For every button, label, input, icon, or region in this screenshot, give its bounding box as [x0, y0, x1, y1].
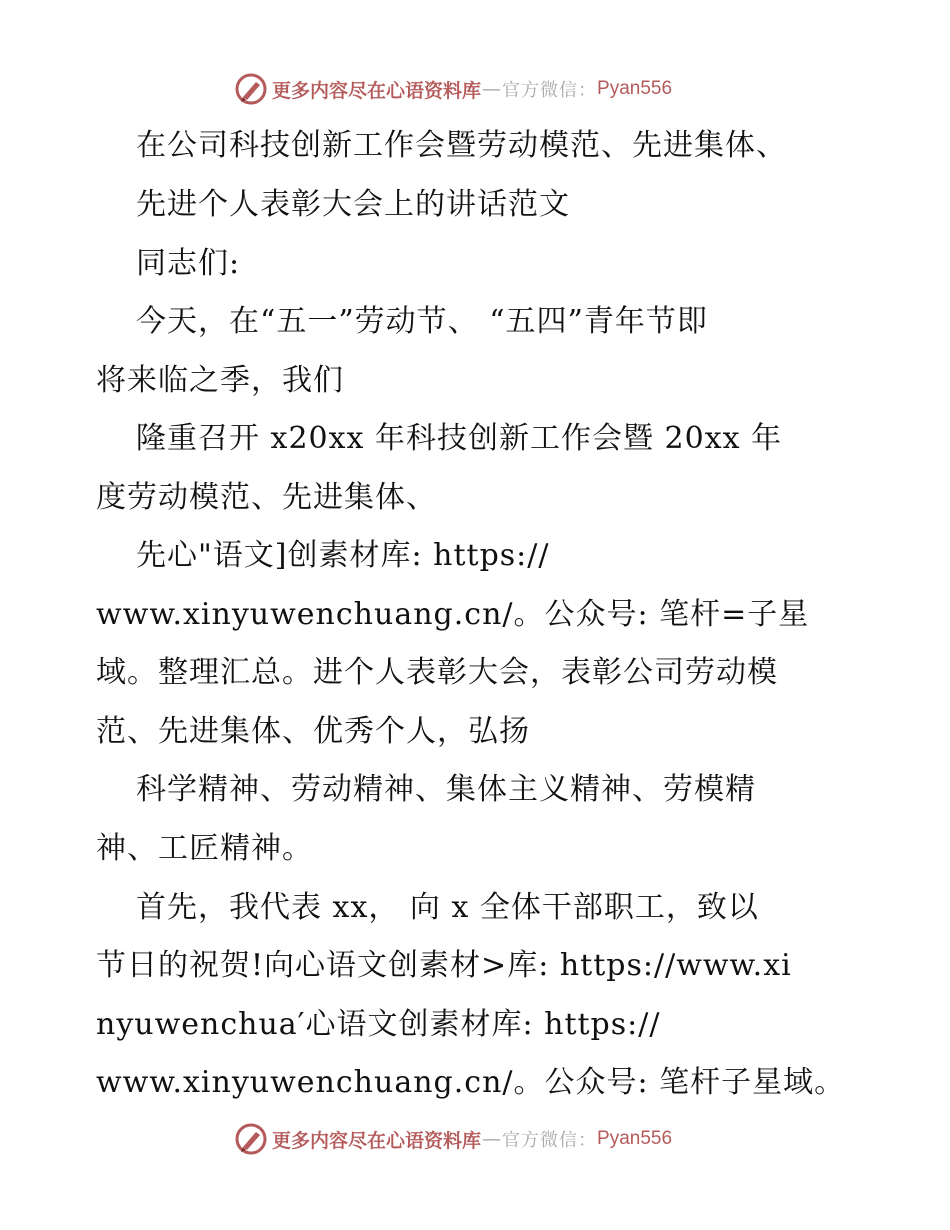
- watermark-official-label: 官方微信：: [502, 1130, 598, 1151]
- watermark-main-text: 更多内容尽在心语资料库: [272, 79, 482, 102]
- text-line: 范、先进集体、优秀个人，弘扬: [96, 714, 530, 749]
- text-line: 神、工匠精神。: [96, 831, 313, 866]
- text-line: 度劳动模范、先进集体、: [96, 480, 437, 515]
- text-line: 今天，在“五一”劳动节、 “五四”青年节即: [136, 304, 708, 339]
- text-line: nyuwenchua′心语文创素材库: https://: [96, 1007, 661, 1042]
- text-line: 先心"语文]创素材库: https://: [136, 538, 550, 573]
- watermark-dash: —: [482, 78, 502, 100]
- text-line: 将来临之季，我们: [96, 363, 344, 398]
- footer-watermark: [234, 1122, 672, 1156]
- pen-logo-icon: [234, 1122, 268, 1156]
- salutation: 同志们:: [136, 246, 241, 281]
- watermark-main-text: 更多内容尽在心语资料库: [272, 1129, 482, 1152]
- watermark-dash: —: [482, 1128, 502, 1150]
- text-line: www.xinyuwenchuang.cn/。公众号: 笔杆=子星: [96, 597, 810, 632]
- watermark-official-label: 官方微信：: [502, 80, 598, 101]
- title-line-1: 在公司科技创新工作会暨劳动模范、先进集体、: [136, 128, 787, 163]
- watermark-wechat-id: Pyan556: [597, 1128, 673, 1149]
- text-line: 隆重召开 x20xx 年科技创新工作会暨 20xx 年: [136, 421, 783, 456]
- text-line: 科学精神、劳动精神、集体主义精神、劳模精: [136, 772, 756, 807]
- text-line: 节日的祝贺!向心语文创素材>库: https://www.xi: [96, 948, 792, 983]
- pen-logo-icon: [234, 72, 268, 106]
- title-line-2: 先进个人表彰大会上的讲话范文: [136, 187, 570, 222]
- text-line: 域。整理汇总。进个人表彰大会，表彰公司劳动模: [96, 655, 778, 690]
- watermark-wechat-id: Pyan556: [597, 78, 673, 99]
- text-line: www.xinyuwenchuang.cn/。公众号: 笔杆子星域。: [96, 1065, 846, 1100]
- header-watermark: [234, 72, 672, 106]
- text-line: 首先，我代表 xx， 向 x 全体干部职工，致以: [136, 890, 759, 925]
